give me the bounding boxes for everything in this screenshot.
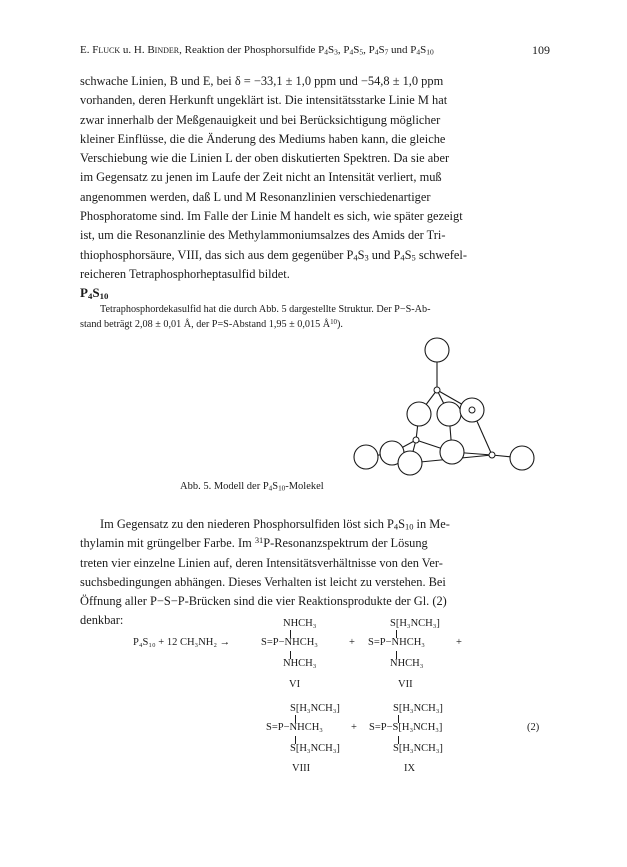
header-title: S bbox=[420, 44, 427, 56]
text-line: denkbar: bbox=[80, 613, 124, 628]
subscript: 10 bbox=[99, 290, 109, 301]
text-line: schwache Linien, B und E, bei δ = −33,1 ± 1,0 ppm und −54,8 ± 1,0 ppm bbox=[80, 74, 444, 88]
header-title: , Reaktion der Phosphorsulfide P bbox=[179, 44, 325, 56]
text-span: S bbox=[398, 517, 405, 531]
text-span: P-Resonanzspektrum der Lösung bbox=[263, 536, 428, 551]
compound-label-vii: VII bbox=[398, 679, 413, 690]
text-line: reicheren Tetraphosphorheptasulfid bildet. bbox=[80, 266, 290, 281]
text-span: thylamin mit grüngelber Farbe. Im bbox=[80, 536, 255, 551]
paragraph-2 bbox=[80, 515, 549, 631]
sulfur-atom bbox=[440, 440, 464, 464]
compound-label-viii: VIII bbox=[292, 763, 311, 774]
ix-center: S=P−S[H₃NCH₃] bbox=[369, 722, 443, 733]
text-line: im Gegensatz zu jenen im Laufe der Zeit nicht an Intensität verliert, muß bbox=[80, 170, 442, 185]
phosphorus-atom bbox=[413, 437, 419, 443]
vi-top-group: NHCH₃ bbox=[283, 618, 317, 629]
text-span: S bbox=[404, 247, 412, 262]
plus-sign: + bbox=[456, 637, 462, 648]
text-span: ). bbox=[337, 318, 343, 330]
text-line: suchsbedingungen abhängen. Dieses Verhalten ist leicht zu verstehen. Bei bbox=[80, 574, 446, 589]
subscript: 7 bbox=[384, 47, 389, 57]
viii-center: S=P−NHCH₃ bbox=[266, 722, 323, 733]
paragraph-1 bbox=[80, 72, 549, 284]
sulfur-atom bbox=[437, 402, 461, 426]
plus-sign: + bbox=[349, 637, 355, 648]
footnote-ref: 10 bbox=[330, 318, 338, 326]
header-title: , P bbox=[363, 44, 375, 56]
phosphorus-atom bbox=[489, 452, 495, 458]
subscript: 4 bbox=[87, 290, 93, 301]
text-span: Im Gegensatz zu den niederen Phosphorsulfiden löst sich P bbox=[100, 517, 394, 531]
ix-top-group: S[H₃NCH₃] bbox=[393, 703, 443, 714]
text-line: angenommen werden, daß L und M Resonanzlinien verschiedenartiger bbox=[80, 189, 431, 204]
header-title: S bbox=[328, 44, 335, 56]
heading-text: S bbox=[92, 285, 100, 300]
viii-bottom-group: S[H₃NCH₃] bbox=[290, 743, 340, 754]
text-line: ist, um die Resonanzlinie des Methylammoniumsalzes des Amids der Tri- bbox=[80, 228, 446, 243]
header-title: und P bbox=[388, 44, 417, 56]
text-line: Tetraphosphordekasulfid hat die durch Abb. 5 dargestellte Struktur. Der P−S-Ab- bbox=[100, 304, 431, 315]
caption-text: S bbox=[272, 481, 279, 492]
author-name: Fluck bbox=[92, 44, 121, 56]
subscript: 4 bbox=[393, 521, 399, 532]
subscript: 5 bbox=[411, 252, 416, 263]
figure-caption bbox=[180, 481, 324, 492]
heading-text: P bbox=[80, 285, 88, 300]
text-line: zwar innerhalb der Meßgenauigkeit und bei Berücksichtigung möglicher bbox=[80, 112, 441, 127]
text-line: Phosphoratome sind. Im Falle der Linie M handelt es sich, wie später gezeigt bbox=[80, 209, 463, 224]
text-span: S bbox=[357, 247, 365, 262]
phosphorus-atom bbox=[469, 407, 475, 413]
subscript: 4 bbox=[268, 484, 273, 493]
subscript: 4 bbox=[353, 252, 358, 263]
text-line bbox=[80, 318, 549, 333]
phosphorus-atom bbox=[434, 387, 440, 393]
p4s10-molecule-figure bbox=[352, 335, 552, 485]
subscript: 3 bbox=[334, 47, 338, 57]
sulfur-atom bbox=[425, 338, 449, 362]
sulfur-atom bbox=[510, 446, 534, 470]
sulfur-atom bbox=[407, 402, 431, 426]
text-span: in Me- bbox=[413, 517, 450, 531]
text-line: Verschiebung wie die Linien L der oben diskutierten Spektren. Da sie aber bbox=[80, 151, 450, 166]
vii-top-group: S[H₃NCH₃] bbox=[390, 618, 440, 629]
text-span: schwefel- bbox=[415, 247, 467, 262]
compound-label-vi: VI bbox=[289, 679, 301, 690]
small-print-paragraph bbox=[80, 303, 549, 332]
superscript: 31 bbox=[254, 535, 264, 546]
text-line bbox=[80, 246, 549, 265]
subscript: 10 bbox=[426, 47, 434, 57]
text-line bbox=[80, 515, 549, 534]
subscript: 4 bbox=[324, 47, 328, 57]
page-number: 109 bbox=[532, 43, 550, 57]
sulfur-atoms bbox=[354, 338, 534, 475]
header-text: u. H. bbox=[120, 44, 148, 56]
sulfur-atom bbox=[354, 445, 378, 469]
subscript: 4 bbox=[349, 47, 354, 57]
plus-sign: + bbox=[351, 722, 357, 733]
subscript: 4 bbox=[400, 252, 405, 263]
header-title: S bbox=[353, 44, 360, 56]
equation-number: (2) bbox=[527, 722, 540, 733]
header-title: , P bbox=[337, 44, 350, 56]
running-header bbox=[80, 44, 550, 56]
vi-center: S=P−NHCH₃ bbox=[261, 637, 318, 648]
header-title: S bbox=[378, 44, 385, 56]
text-line: kleiner Einflüsse, die die Änderung des Mediums haben kann, die gleiche bbox=[80, 131, 446, 146]
ix-bottom-group: S[H₃NCH₃] bbox=[393, 743, 443, 754]
subscript: 4 bbox=[374, 47, 379, 57]
equation-lhs: P₄S₁₀ + 12 CH₃NH₂ → bbox=[133, 637, 231, 648]
caption-text: Abb. 5. Modell der P bbox=[180, 481, 269, 492]
header-text: E. bbox=[80, 44, 93, 56]
text-line: vorhanden, deren Herkunft ungeklärt ist. Die intensitätsstarke Linie M hat bbox=[80, 93, 448, 108]
text-span: und P bbox=[368, 247, 401, 262]
vii-bottom-group: NHCH₃ bbox=[390, 658, 424, 669]
text-line: Öffnung aller P−S−P-Brücken sind die vier Reaktionsprodukte der Gl. (2) bbox=[80, 594, 447, 609]
subscript: 10 bbox=[405, 521, 414, 532]
subscript: 3 bbox=[364, 252, 369, 263]
vii-center: S=P−NHCH₃ bbox=[368, 637, 425, 648]
text-line bbox=[80, 534, 549, 553]
vi-bottom-group: NHCH₃ bbox=[283, 658, 317, 669]
caption-text: -Molekel bbox=[285, 481, 324, 492]
author-name: Binder bbox=[147, 44, 180, 56]
text-span: thiophosphorsäure, VIII, das sich aus dem gegenüber P bbox=[80, 247, 354, 262]
section-heading bbox=[80, 285, 108, 301]
text-span: stand beträgt 2,08 ± 0,01 Å, der P=S-Abstand 1,95 ± 0,015 Å bbox=[80, 318, 331, 330]
text-line: treten vier einzelne Linien auf, deren Intensitätsverhältnisse von den Ver- bbox=[80, 555, 443, 570]
sulfur-atom bbox=[398, 451, 422, 475]
viii-top-group: S[H₃NCH₃] bbox=[290, 703, 340, 714]
subscript: 10 bbox=[278, 484, 286, 493]
subscript: 4 bbox=[416, 47, 421, 57]
subscript: 5 bbox=[359, 47, 364, 57]
compound-label-ix: IX bbox=[404, 763, 416, 774]
